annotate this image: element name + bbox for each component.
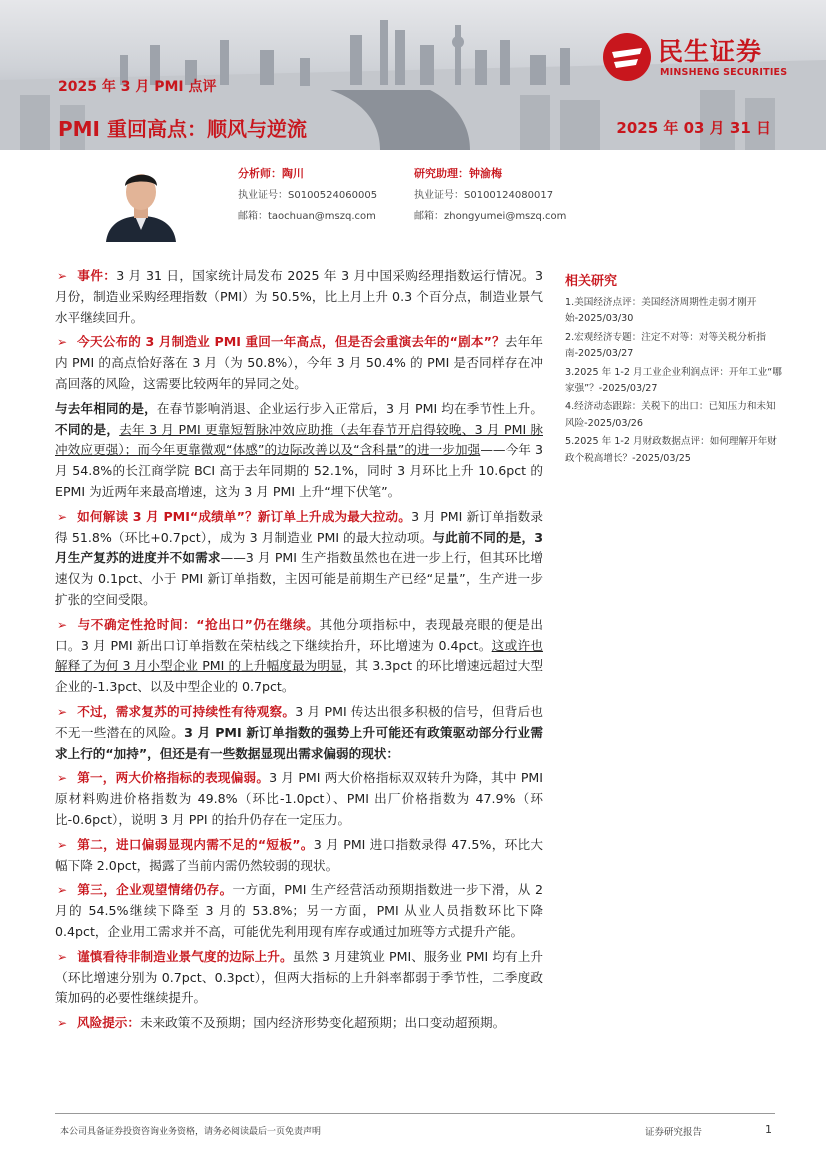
arrow-bullet-icon: ➢ bbox=[57, 335, 68, 350]
related-research-link[interactable]: 1.美国经济点评：美国经济周期性走弱才刚开始-2025/03/30 bbox=[565, 297, 757, 325]
related-research-link[interactable]: 3.2025 年 1-2 月工业企业利润点评：开年工业“哪家强”？-2025/03/27 bbox=[565, 366, 782, 395]
analyst-role: 研究助理： bbox=[414, 167, 469, 180]
analyst-cert: 执业证号：S0100124080017 bbox=[414, 190, 554, 201]
paragraph-event: ➢ 事件：3 月 31 日，国家统计局发布 2025 年 3 月中国采购经理指数运行情况。3 月份，制造业采购经理指数（PMI）为 50.5%，比上月上升 0.3 个百分点，制造业景气水平继续回升。 bbox=[55, 268, 544, 325]
footer-doc-type: 证券研究报告 bbox=[645, 1127, 703, 1138]
page-number: 1 bbox=[765, 1123, 772, 1136]
arrow-bullet-icon: ➢ bbox=[57, 617, 68, 632]
paragraph-expectations: ➢ 第三，企业观望情绪仍存。一方面，PMI 生产经营活动预期指数进一步下滑，从 2 月的 54.5%继续下降至 3 月的 53.8%；另一方面，PMI 从业人员指数环比下降 0.4pct，企业用工需求并不高，可能优先利用现有库存或通过加班等方式提升产能。 bbox=[55, 882, 544, 939]
analyst-info-2 bbox=[414, 163, 566, 227]
arrow-bullet-icon: ➢ bbox=[57, 509, 68, 524]
related-research-link[interactable]: 5.2025 年 1-2 月财政数据点评：如何理解开年财政个税高增长？-2025/03/25 bbox=[565, 436, 777, 464]
analyst-email[interactable]: 邮箱：taochuan@mszq.com bbox=[238, 211, 376, 222]
footer-divider bbox=[55, 1113, 775, 1114]
analyst-cert: 执业证号：S0100524060005 bbox=[238, 190, 378, 201]
related-research-sidebar bbox=[565, 270, 785, 469]
report-title: PMI 重回高点：顺风与逆流 bbox=[58, 117, 307, 141]
series-title: 2025 年 3 月 PMI 点评 bbox=[58, 79, 217, 95]
related-research-link[interactable]: 4.经济动态跟踪：关税下的出口：已知压力和未知风险-2025/03/26 bbox=[565, 401, 776, 429]
arrow-bullet-icon: ➢ bbox=[57, 269, 68, 283]
arrow-bullet-icon: ➢ bbox=[57, 837, 68, 852]
logo-icon bbox=[602, 32, 652, 82]
analyst-email[interactable]: 邮箱：zhongyumei@mszq.com bbox=[414, 211, 567, 222]
analyst-role: 分析师： bbox=[238, 167, 282, 180]
brand-logo bbox=[602, 32, 802, 84]
footer-disclaimer: 本公司具备证券投资咨询业务资格，请务必阅读最后一页免责声明 bbox=[60, 1127, 322, 1137]
arrow-bullet-icon: ➢ bbox=[57, 704, 68, 719]
paragraph-non-manufacturing: ➢ 谨慎看待非制造业景气度的边际上升。虽然 3 月建筑业 PMI、服务业 PMI 均有上升（环比增速分别为 0.7pct、0.3pct），但两大指标的上升斜率都弱于季节性，二季度政策加码的必要性继续提升。 bbox=[55, 948, 543, 1006]
arrow-bullet-icon: ➢ bbox=[57, 949, 68, 964]
paragraph-pmi-high: ➢ 今天公布的 3 月制造业 PMI 重回一年高点，但是否会重演去年的“剧本”？去年年内 PMI 的高点恰好落在 3 月（为 50.8%），今年 3 月 50.4% 的 PMI 是否同样存在冲高回落的风险，这需要比较两年的异同之处。 bbox=[55, 334, 543, 391]
report-date: 2025 年 03 月 31 日 bbox=[616, 119, 771, 137]
arrow-bullet-icon: ➢ bbox=[57, 1016, 68, 1031]
paragraph-price-indices: ➢ 第一，两大价格指标的表现偏弱。3 月 PMI 两大价格指标双双转升为降，其中 PMI 原材料购进价格指数为 49.8%（环比-1.0pct）、PMI 出厂价格指数为 47.9%（环比-0.6pct），说明 3 月 PPI 的抬升仍存在一定压力。 bbox=[55, 770, 544, 827]
analyst-name: 陶川 bbox=[282, 167, 304, 180]
paragraph-exports: ➢ 与不确定性抢时间：“抢出口”仍在继续。其他分项指标中，表现最亮眼的便是出口。3 月 PMI 新出口订单指数在荣枯线之下继续抬升，环比增速为 0.4pct。这或许也解释了为何 3 月小型企业 PMI 的上升幅度最为明显，其 3.3pct 的环比增速远超过大型企业的-1.3pct、以及中型企业的 0.7pct。 bbox=[55, 616, 544, 695]
analyst-name: 钟渝梅 bbox=[469, 167, 502, 180]
paragraph-comparison: 与去年相同的是，在春节影响消退、企业运行步入正常后，3 月 PMI 均在季节性上升。不同的是，去年 3 月 PMI 更靠短暂脉冲效应助推（去年春节开启得较晚、3 月 PMI 脉冲效应更强）；而今年更靠微观“体感”的边际改善以及“含科量”的进一步加强——今年 3 月 54.8%的长江商学院 BCI 高于去年同期的 52.1%，同时 3 月环比上升 10.6pct 的 EPMI 为近两年来最高增速，这为 3 月 PMI 上升“埋下伏笔”。 bbox=[55, 400, 544, 499]
paragraph-imports: ➢ 第二，进口偏弱显现内需不足的“短板”。3 月 PMI 进口指数录得 47.5%，环比大幅下降 2.0pct，揭露了当前内需仍然较弱的现状。 bbox=[55, 836, 543, 873]
report-body bbox=[55, 266, 543, 1038]
arrow-bullet-icon: ➢ bbox=[57, 771, 68, 786]
sidebar-heading: 相关研究 bbox=[565, 274, 618, 289]
logo-english-text: MINSHENG SECURITIES bbox=[660, 67, 788, 78]
analyst-info-1 bbox=[238, 163, 377, 227]
paragraph-risk: ➢ 风险提示：未来政策不及预期；国内经济形势变化超预期；出口变动超预期。 bbox=[55, 1013, 543, 1034]
paragraph-new-orders: ➢ 如何解读 3 月 PMI“成绩单”？新订单上升成为最大拉动。3 月 PMI 新订单指数录得 51.8%（环比+0.7pct），成为 3 月制造业 PMI 的最大拉动项。与此前不同的是，3 月生产复苏的进度并不如需求——3 月 PMI 生产指数虽然也在进一步上行，但其环比增速仅为 0.1pct、小于 PMI 新订单指数，主因可能是前期生产已经“足量”，生产进一步扩张的空间受限。 bbox=[55, 508, 544, 607]
related-research-link[interactable]: 2.宏观经济专题：注定不对等：对等关税分析指南-2025/03/27 bbox=[565, 331, 767, 360]
logo-chinese-text: 民生证券 bbox=[658, 37, 763, 66]
paragraph-demand-sustainability: ➢ 不过，需求复苏的可持续性有待观察。3 月 PMI 传达出很多积极的信号，但背后也不无一些潜在的风险。3 月 PMI 新订单指数的强势上升可能还有政策驱动部分行业需求上行的“加持”，但还是有一些数据显现出需求偏弱的现状： bbox=[55, 703, 544, 761]
analyst-photo bbox=[98, 158, 184, 242]
arrow-bullet-icon: ➢ bbox=[57, 883, 68, 898]
